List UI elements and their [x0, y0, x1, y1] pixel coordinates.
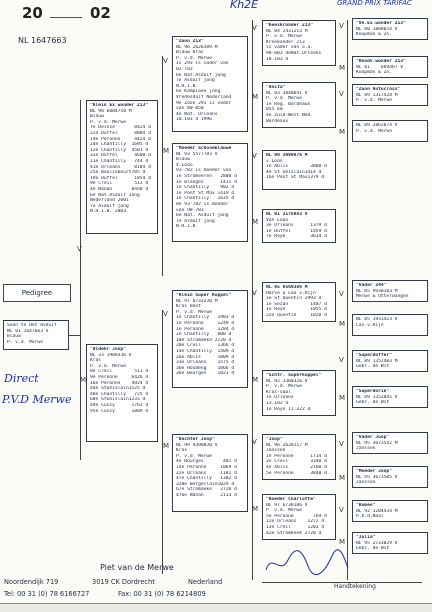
breeder-name: Piet van de Merwe — [100, 563, 174, 572]
gen4-symbol: V — [339, 290, 344, 298]
pedigree-line: 26e Ablis 1809 d — [176, 354, 235, 360]
pedigree-line: Koopman & Zn. — [356, 70, 392, 76]
pedigree-box-sd — [172, 143, 248, 242]
pedigree-line: "Klein Ex wonder 213" — [90, 103, 149, 108]
pedigree-line: 14e Chantilly 1409 d — [176, 348, 235, 354]
gen4-symbol: V — [339, 22, 344, 30]
subject-line: Soon te Het Asduif — [7, 323, 57, 328]
pedigree-line: 7e Asduif jong — [90, 203, 129, 209]
pedigree-line: 14e Peronne 1069 d — [176, 464, 237, 470]
pedigree-line: 1e Stromeeren 2800 d — [176, 173, 237, 179]
sire-symbol: V — [77, 245, 82, 253]
pedigree-line: 6e Nat.Asduif jong — [176, 72, 226, 78]
pedigree-line: NL 85 9930103 M — [356, 288, 398, 294]
pedigree-line: 67e Stromaeke 2720 d — [176, 487, 237, 493]
pedigree-line: "Superdorin" — [356, 389, 390, 394]
pedigree-line: 1e Ablis 3888 d — [266, 164, 327, 170]
pedigree-line: Janssen — [266, 448, 286, 454]
connector — [80, 100, 81, 460]
ring-number: NL 1647663 — [18, 36, 67, 45]
subject-box — [3, 320, 69, 350]
ring-year: 20 — [22, 4, 43, 22]
pedigree-line: Kreekonder 213 — [266, 39, 305, 45]
pedigree-line: NL 85 1931423 V — [356, 317, 398, 322]
pedigree-line: Janssen — [356, 480, 376, 486]
pedigree-line: 7e Asduif jong — [176, 218, 215, 224]
gen4-symbol: M — [339, 64, 346, 72]
pedigree-line: NL 99 4390830 V — [176, 442, 218, 448]
pedigree-line: "Oldehr Joop" — [90, 347, 126, 352]
pedigree-line: 36e Bourges 1023 d — [176, 371, 235, 377]
pedigree-line: 320e Bergerlaie1029 d — [176, 481, 235, 487]
pedigree-line: NL 97 8733230 M — [176, 298, 218, 304]
pedigree-line: NL 91 2176883 V — [266, 212, 308, 217]
pedigree-line: P. v.d. Merwe — [356, 98, 392, 104]
pedigree-line: 42e Stromkeek 2720 d — [266, 530, 322, 536]
pedigree-line: NL 96 2628389 M — [176, 44, 218, 50]
pedigree-line: 47e Chantilly 1382 d — [176, 476, 237, 482]
gen4-symbol: M — [339, 394, 346, 402]
pedigree-box-g1 — [352, 18, 428, 40]
gen4-symbol: M — [339, 538, 346, 546]
pedigree-box-sds — [262, 150, 336, 190]
pedigree-line: 6e Kampioen jong — [176, 89, 221, 95]
pedigree-line: 13e Creil 1203 d — [266, 524, 325, 530]
pedigree-line: 476e Nanan 2113 d — [176, 492, 237, 498]
breeder-zip-city: 3019 CK Dordrecht — [92, 578, 155, 586]
pedigree-line: NL 90 3099876 M — [266, 153, 308, 158]
pedigree-line: "Roeder Charlotte" — [266, 497, 316, 502]
pedigree-line: NL 89 1317428 M — [356, 92, 398, 98]
pedigree-line: 9e Zoon 293 is vader — [176, 100, 232, 106]
pedigree-line: 60e StGhislain1233 d — [90, 397, 146, 403]
pedigree-line: N.H.I.B. 2003 — [90, 209, 126, 215]
subject-line: P. v.d. Merwe — [7, 339, 43, 345]
pedigree-line: Gebr. de Wit — [356, 364, 390, 370]
pedigree-line: 10e Stromaeke 2720 d — [176, 337, 232, 343]
gen3-symbol: M — [252, 93, 259, 101]
ring-part2: 02 — [90, 4, 111, 22]
pedigree-line: Lav.v.Rijn — [356, 322, 384, 328]
pedigree-line: 22e Quentin 1828 d — [266, 312, 327, 318]
pedigree-box-ss — [172, 36, 248, 132]
pedigree-line: "Moeder Joop" — [356, 469, 392, 474]
pedigree-line: 1e Peronne 1249 d — [176, 320, 235, 326]
pedigree-line: NL 33 1989336 V — [90, 352, 132, 358]
pedigree-line: P. v.d. Merwe — [356, 128, 392, 134]
pedigree-line: P. v.d. Merwe — [266, 96, 302, 102]
pedigree-line: 22e Duffel 8884 d — [90, 130, 151, 136]
pedigree-line: 4e Ablis 2160 d — [266, 464, 327, 470]
pedigree-line: 1e Sezan 1487 d — [266, 301, 327, 307]
pedigree-line: 16e Pont St Max1379 d — [266, 175, 325, 181]
handwriting-top-center: Kh2E — [230, 0, 259, 11]
pedigree-line: Ie Reg. Bordeaux — [266, 101, 311, 107]
pedigree-line: 7e Deinze 8424 d — [90, 125, 151, 131]
pedigree-line: 1e Peronne 1284 d — [176, 326, 235, 332]
gen3-symbol: V — [252, 289, 257, 297]
pedigree-line: NL 95 3673505 V — [356, 474, 398, 480]
handwriting-top-right: GRAND PRIX TARIFAC — [337, 0, 412, 7]
pedigree-line: 1e Roye 11.322 d — [266, 406, 311, 412]
subject-line: NL 01 1647663 V — [7, 328, 49, 334]
pedigree-line: 36e Houdeng 1066 d — [176, 365, 235, 371]
pedigree-line: 1e Chantilly 902 d — [176, 185, 235, 191]
pedigree-box-g3 — [352, 84, 428, 106]
pedigree-line: "Anita" — [266, 85, 286, 90]
pedigree-line: P. v.d. Merwe — [266, 34, 302, 40]
pedigree-line: Gebr. de Wit — [356, 400, 390, 406]
pedigree-box-sss — [262, 20, 336, 66]
gen3-symbol: V — [252, 24, 257, 32]
pedigree-line: "Joop" — [266, 437, 283, 442]
pedigree-line: 7e Asduif jong — [176, 78, 215, 84]
pedigree-line: 1e Peronne 1714 d — [266, 453, 327, 459]
pedigree-line: 855 km — [266, 107, 283, 113]
pedigree-line: 44e StGhislain1525 d — [90, 386, 146, 392]
pedigree-line: "Klein Super Koppel" — [176, 293, 232, 298]
pedigree-box-sire — [86, 100, 158, 234]
pedigree-line: 7e Roye 3634 d — [266, 234, 327, 240]
pedigree-line: 1e Duffel 1059 d — [266, 228, 327, 234]
pedigree-line: NL 83 3840641 V — [266, 90, 308, 96]
pedigree-box-ssd — [262, 82, 336, 128]
gen4-symbol: V — [339, 440, 344, 448]
pedigree-line: 48e Chantilly 725 d — [90, 391, 149, 397]
pedigree-line: 16e Peronne 4924 d — [90, 380, 149, 386]
pedigree-box-g12 — [352, 532, 428, 554]
pedigree-line: 2e Creil 3340 d — [266, 459, 327, 465]
pedigree-line: 1e Orleans — [266, 395, 294, 401]
ds-symbol: V — [163, 310, 168, 318]
pedigree-line: NL 81 66946? V — [356, 64, 404, 70]
pedigree-line: NL 96 2628117 M — [266, 442, 308, 448]
pedigree-line: P. v.d. Merwe — [176, 55, 212, 61]
pedigree-line: 4e Bourges 481 d — [176, 459, 237, 465]
pedigree-line: 12e Chantilly 4501 d — [90, 147, 149, 153]
ss-symbol: V — [163, 57, 168, 65]
pedigree-line: Gebr. de Wit — [356, 546, 390, 552]
pedigree-box-g10 — [352, 466, 428, 488]
pedigree-line: NL 92 3360326 V — [266, 378, 308, 384]
pedigree-line: P. v.d. Merwe — [90, 119, 126, 125]
ring-underline — [50, 17, 82, 18]
pedigree-line: "Keeskronder 213" — [266, 23, 314, 28]
pedigree-box-g2 — [352, 56, 428, 78]
pedigree-box-g5 — [352, 280, 428, 302]
pedigree-line: NL 95 3673542 M — [356, 440, 398, 446]
pedigree-line: "Moeder Schoneblauwe — [176, 146, 232, 151]
pedigree-line: 19e Duffel 1854 d — [90, 175, 151, 181]
pedigree-line: Kras Bont — [176, 304, 201, 310]
pedigree-line: van 80-050 — [176, 106, 204, 112]
pedigree-line: Koopman & Zn. — [356, 32, 392, 38]
pedigree-line: NL 84 2431213 M — [266, 28, 308, 34]
pedigree-box-ddd — [262, 494, 336, 540]
pedigree-line: "Romeo" — [356, 503, 376, 508]
pedigree-line: 25e Bouliebourt705 d — [90, 170, 146, 176]
pedigree-line: P. v.d. Merwe — [176, 453, 212, 459]
pedigree-line: Van Loon — [266, 217, 289, 223]
gen3-symbol: V — [252, 152, 257, 160]
pedigree-line: NL 92 1204434 M — [356, 508, 398, 514]
pedigree-line: 4e Nat. Orleans — [176, 111, 218, 117]
pedigree-line: 8e 93-782 is moeder — [176, 201, 229, 207]
pedigree-line: NL 97 6738186 V — [266, 502, 308, 508]
pedigree-line: NL 93 5577783 V — [176, 151, 218, 157]
pedigree-line: NL 98 6084750 M — [90, 108, 132, 114]
pedigree-box-g11 — [352, 500, 428, 522]
breeder-street: Noordendijk 719 — [4, 578, 59, 586]
gen4-symbol: M — [339, 128, 346, 136]
pedigree-line: "Zoon 213" — [176, 39, 204, 44]
pedigree-line: 9e Peronne 6426 d — [90, 374, 149, 380]
pedigree-line: 5e Peronne 3840 d — [266, 470, 327, 476]
pedigree-line: "Julia" — [356, 535, 376, 540]
pedigree-line: 1e St Quentin 2993 d — [266, 296, 322, 302]
pedigree-line: van 98-783 — [176, 207, 204, 213]
pedigree-line: "Vader 244" — [356, 283, 387, 288]
pedigree-line: NL 89 1352045 V — [356, 394, 398, 400]
pedigree-line: 95e Cussy 1809 d — [90, 408, 149, 414]
subject-line: Blauw — [7, 334, 21, 340]
pedigree-line: 2e Chantilly 800 d — [176, 332, 232, 338]
pedigree-line: "Zoon Autocross" — [356, 87, 401, 92]
pedigree-line: 93-782 is moeder van — [176, 168, 232, 174]
pedigree-line: NL 89 2862874 V — [356, 123, 398, 128]
pedigree-line: "Ve.Ex.wonder 213" — [356, 21, 406, 26]
pedigree-label: Pedigree — [3, 284, 71, 302]
gen4-symbol: V — [339, 506, 344, 514]
breeder-tel: Tel: 00 31 (0) 78 6166727 — [4, 590, 90, 598]
breeder-country: Nederland — [188, 578, 223, 586]
pedigree-line: 24e Chantilly 1695 d — [90, 142, 149, 148]
pedigree-line: Is 293 is vader van — [176, 61, 229, 67]
signature-label: Handtekening — [334, 583, 376, 590]
pedigree-box-g7 — [352, 350, 428, 372]
gen4-symbol: M — [339, 474, 346, 482]
pedigree-line: 02-783 — [176, 66, 193, 72]
connector — [69, 335, 80, 336]
pedigree-line: 44e Cussy 1763 d — [90, 402, 149, 408]
pedigree-line: "Roodv.wonder 213" — [356, 59, 406, 64]
pedigree-line: 4e Nanan 8450 d — [90, 186, 149, 192]
connector — [347, 20, 348, 580]
pedigree-line: 1e Roye 1055 d — [266, 307, 327, 313]
dam-symbol: M — [80, 376, 87, 384]
handwriting-merwe: P.V.D Merwe — [2, 393, 72, 406]
pedigree-line: v.Loon — [266, 158, 283, 164]
pedigree-line: Merwe & Otterwangen — [356, 294, 409, 300]
pedigree-line: "Dochter Joop" — [176, 437, 215, 442]
gen4-symbol: M — [339, 320, 346, 328]
pedigree-line: V.Loon — [176, 162, 193, 168]
pedigree-line: 4e Zuid-West Ned. — [266, 112, 314, 118]
pedigree-line: is vader van o.a. — [266, 45, 314, 51]
pedigree-box-g8 — [352, 386, 428, 408]
pedigree-line: 1e Chantilly 1903 d — [176, 315, 235, 321]
gen3-symbol: M — [252, 505, 259, 513]
gen4-symbol: V — [339, 90, 344, 98]
dd-symbol: M — [163, 442, 170, 450]
pedigree-line: P. v.d. Merwe — [266, 384, 302, 390]
pedigree-line: 20e Creil 1366 d — [176, 343, 235, 349]
pedigree-line: Harve a Leo v.Rijn — [266, 290, 316, 296]
pedigree-line: Blauw — [90, 114, 104, 120]
pedigree-line: Nederland 2001 — [90, 198, 129, 204]
pedigree-box-dd — [172, 434, 248, 512]
pedigree-line: 14e Peronne 4424 d — [90, 136, 151, 142]
pedigree-line: 1e Chantilly 1635 d — [176, 196, 235, 202]
pedigree-line: 33e Orleans 1575 d — [176, 360, 235, 366]
pedigree-line: 5e Peronne 769 d — [266, 513, 327, 519]
breeder-fax: Fax: 00 31 (0) 78 6214809 — [118, 590, 206, 598]
pedigree-line: 1e Pont St Max 1419 d — [176, 190, 235, 196]
pedigree-line: "Schtr. Superkoppel" — [266, 373, 322, 378]
pedigree-line: 90-003 4eNat.Orleans — [266, 50, 322, 56]
pedigree-line: NL 89 1352403 M — [356, 358, 398, 364]
pedigree-box-dsd — [262, 370, 336, 416]
pedigree-box-g6 — [352, 314, 428, 336]
pedigree-line: 10.183 d 1996 — [176, 117, 212, 123]
pedigree-line: Blauw — [176, 157, 190, 163]
pedigree-line: P. v.d. Merwe — [266, 508, 302, 514]
gen3-symbol: M — [252, 218, 259, 226]
pedigree-box-dam — [86, 344, 158, 442]
pedigree-line: Kras — [90, 358, 102, 364]
pedigree-line: N.H.I.B. — [176, 83, 199, 89]
pedigree-line: 32e Duffel 4608 d — [90, 153, 151, 159]
pedigree-line: P. v.d. Merwe — [176, 309, 212, 315]
pedigree-line: 4e St Ghislain1414 d — [266, 169, 322, 175]
pedigree-line: "Vader Joop" — [356, 435, 390, 440]
pedigree-line: 10.183 d — [266, 56, 289, 62]
gen3-symbol: V — [252, 438, 257, 446]
handwriting-direct: Direct — [4, 372, 39, 385]
signature-line — [262, 582, 422, 583]
pedigree-line: Vredesduif Nederland — [176, 94, 232, 100]
pedigree-line: 8e Creil 511 d — [90, 369, 149, 375]
pedigree-line: Bordeaux — [266, 118, 289, 124]
pedigree-box-g9 — [352, 432, 428, 454]
pedigree-line: P. v.d. Merwe — [90, 363, 126, 369]
pedigree-box-dds — [262, 434, 336, 480]
pedigree-line: 3e Orleans 1379 d — [266, 223, 327, 229]
pedigree-line: 13.182 d — [266, 400, 289, 406]
pedigree-box-dss — [262, 282, 336, 322]
pedigree-line: 6e Nat.Asduif Jong — [90, 192, 140, 198]
sd-symbol: M — [163, 147, 170, 155]
pedigree-line: 9e Creil 511 d — [90, 181, 149, 187]
gen4-symbol: V — [339, 356, 344, 364]
pedigree-line: Janssen — [356, 446, 376, 452]
pedigree-line: 1e Blanges 1411 d — [176, 179, 237, 185]
pedigree-line: 22e Orleans 1181 d — [176, 470, 237, 476]
signature-scribble — [262, 546, 352, 578]
pedigree-line: NL 80 1808654 V — [356, 26, 398, 32]
pedigree-box-g4 — [352, 120, 428, 142]
pedigree-line: P.V.d.Naal — [356, 514, 384, 520]
pedigree-line: Kras — [176, 448, 188, 454]
pedigree-line: 12e Orleans 1272 d — [266, 519, 325, 525]
pedigree-line: Blauw Kras — [176, 50, 204, 56]
gen3-symbol: M — [252, 376, 259, 384]
pedigree-line: "Superdoffer" — [356, 353, 392, 358]
pedigree-line: 11e Chantilly 744 d — [90, 158, 149, 164]
pedigree-line: NL 95 2733029 V — [356, 540, 398, 546]
pedigree-box-ds — [172, 290, 248, 388]
pedigree-line: 6e Nat. Asduif jong — [176, 213, 229, 219]
pedigree-box-sdd — [262, 209, 336, 243]
connector — [162, 56, 163, 276]
connector — [252, 20, 253, 580]
pedigree-line: Kras-vaal — [266, 389, 291, 395]
pedigree-line: 41e Orleans 8184 d — [90, 164, 151, 170]
pedigree-line: NL 95 8569386 M — [266, 285, 308, 290]
pedigree-line: N.H.I.B — [176, 224, 196, 230]
